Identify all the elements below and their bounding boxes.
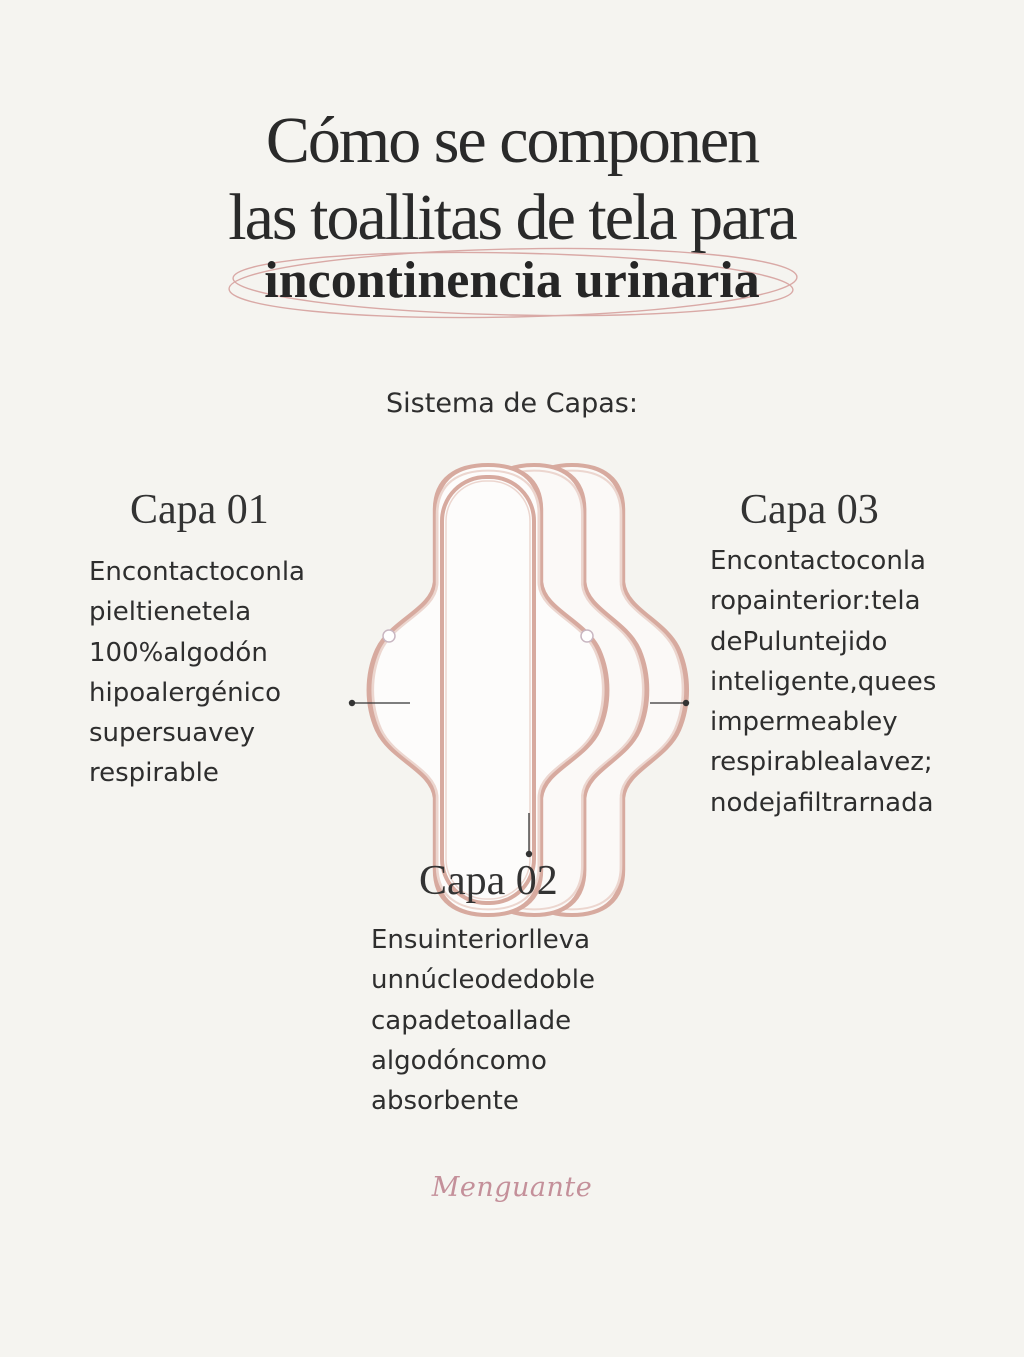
capa-02-title: Capa 02: [419, 858, 558, 904]
capa-02-line: Ensuinteriorlleva: [371, 925, 591, 955]
title-line-3: incontinencia urinaria: [264, 252, 760, 309]
capa-03-line: Encontactoconla: [710, 546, 926, 576]
capa-01-line: pieltienetela: [89, 597, 252, 628]
layers-subtitle: Sistema de Capas:: [386, 388, 638, 419]
capa-01-line: hipoalergénico: [89, 677, 282, 708]
snap-left-icon: [383, 630, 395, 642]
capa-03-line: nodejafiltrarnada: [710, 787, 934, 818]
capa-02-line: unnúcleodedoble: [371, 965, 595, 996]
capa-03-line: dePuluntejido: [710, 626, 888, 657]
brand-logo: Menguante: [431, 1172, 593, 1203]
capa-03-line: ropainterior:tela: [710, 586, 921, 617]
capa-03-line: respirablealavez;: [710, 747, 933, 778]
capa-01-line: respirable: [89, 758, 219, 789]
capa-03-line: inteligente,quees: [710, 666, 937, 697]
capa-01-title: Capa 01: [130, 487, 269, 533]
capa-03-description: [710, 541, 943, 823]
capa-03-line: impermeabley: [710, 707, 898, 738]
snap-right-icon: [581, 630, 593, 642]
title-line-2: las toallitas de tela para: [228, 181, 796, 254]
capa-03-title: Capa 03: [740, 487, 879, 533]
capa-02-line: algodóncomo: [371, 1045, 547, 1076]
title-line-1: Cómo se componen: [265, 104, 759, 177]
capa-01-line: Encontactoconla: [89, 557, 305, 587]
capa-02-line: absorbente: [371, 1086, 519, 1117]
capa-02-line: capadetoallade: [371, 1005, 572, 1036]
capa-02-description: [371, 920, 635, 1121]
capa-01-line: supersuavey: [89, 718, 255, 749]
capa-01-line: 100%algodón: [89, 637, 268, 668]
capa-01-description: [89, 552, 317, 794]
